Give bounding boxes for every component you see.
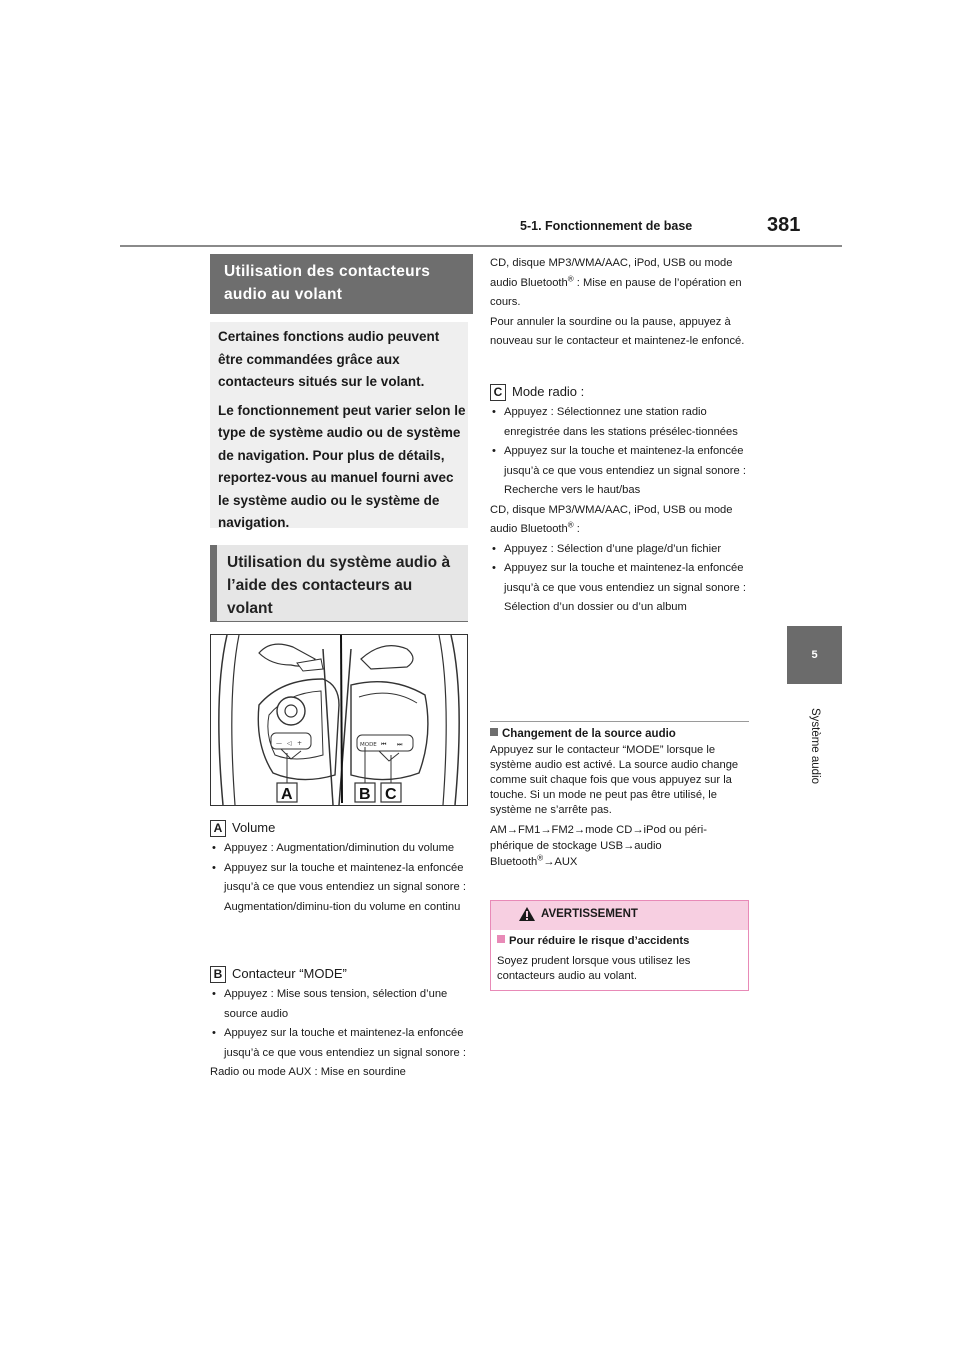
chapter-tab: 5 <box>787 626 842 684</box>
figure-label-c: C <box>385 786 397 803</box>
registered-mark-2: ® <box>567 520 574 530</box>
item-c-bullet-1: • Appuyez : Sélectionnez une station radio enregistrée dans les stations présélec-tionnées <box>490 403 749 442</box>
item-c-para-b: : <box>573 523 580 536</box>
source-change-section <box>490 726 749 870</box>
warning-bullet-icon <box>497 935 505 943</box>
warning-header <box>491 901 748 930</box>
item-b-paragraph: Radio ou mode AUX : Mise en sourdine <box>210 1066 406 1079</box>
item-c-title: Mode radio : <box>512 384 585 399</box>
intro-text <box>218 326 466 541</box>
item-a-bullet-2: • Appuyez sur la touche et maintenez-la enfoncée jusqu’à ce que vous entendiez un signal sonore : Augmentation/diminu-tion du volume en continu <box>210 859 468 918</box>
registered-mark-3: ® <box>537 853 544 863</box>
mode-switch-label: MODE <box>360 742 377 748</box>
intro-paragraph-1: Certaines fonctions audio peuvent être commandées grâce aux contacteurs situés sur le volant. <box>218 329 440 389</box>
source-sequence-b: →AUX <box>543 856 578 868</box>
item-c-letter: C <box>490 384 506 401</box>
registered-mark: ® <box>567 273 574 283</box>
pause-text-b: : Mise en pause de l’opération en cours. <box>490 276 742 308</box>
intro-paragraph-2: Le fonctionnement peut varier selon le type de système audio ou de système de navigation. Pour plus de détails, reportez-vous au manuel fourni avec le système audio ou le système de navigation. <box>218 402 466 530</box>
section-divider <box>490 721 749 722</box>
warning-subtitle: Pour réduire le risque d’accidents <box>509 935 690 947</box>
section-heading-2: Utilisation du système audio à l’aide des contacteurs au volant <box>210 545 468 621</box>
page-number: 381 <box>767 214 801 236</box>
pause-text-a: CD, disque MP3/WMA/AAC, iPod, USB ou mode audio Bluetooth <box>490 257 733 289</box>
section-title: 5-1. Fonctionnement de base <box>520 219 693 233</box>
item-c-para-a: CD, disque MP3/WMA/AAC, iPod, USB ou mode audio Bluetooth <box>490 503 733 536</box>
heading-underline <box>210 621 468 622</box>
warning-body: Soyez prudent lorsque vous utilisez les contacteurs audio au volant. <box>497 954 691 982</box>
svg-text:+: + <box>297 740 303 747</box>
item-b-bullet-1: • Appuyez : Mise sous tension, sélection d’une source audio <box>210 985 468 1024</box>
item-c <box>490 384 749 618</box>
steering-wheel-figure <box>210 634 468 806</box>
item-c-bullet-3: • Appuyez : Sélection d’une plage/d’un fichier <box>490 540 749 560</box>
warning-title: AVERTISSEMENT <box>541 908 638 920</box>
item-b-bullet-2: • Appuyez sur la touche et maintenez-la enfoncée jusqu’à ce que vous entendiez un signal sonore : <box>210 1024 468 1063</box>
figure-label-a: A <box>281 786 293 803</box>
section-heading-1: Utilisation des contacteurs audio au volant <box>210 254 473 314</box>
right-continuation <box>490 254 749 352</box>
svg-text:⏭: ⏭ <box>397 741 403 748</box>
source-change-text: Appuyez sur le contacteur “MODE” lorsque le système audio est activé. La source audio change comme suit chaque fois que vous appuyez sur la touche. Si un mode ne peut pas être utilisé, le système ne s’arrête pas. <box>490 744 739 816</box>
item-c-bullet-4: • Appuyez sur la touche et maintenez-la enfoncée jusqu’à ce que vous entendiez un signal sonore : Sélection d’un dossier ou d’un album <box>490 559 749 618</box>
item-c-bullet-2: • Appuyez sur la touche et maintenez-la enfoncée jusqu’à ce que vous entendiez un signal sonore : Recherche vers le haut/bas <box>490 442 749 501</box>
item-b-title: Contacteur “MODE” <box>232 966 347 981</box>
cancel-mute-text: Pour annuler la sourdine ou la pause, appuyez à nouveau sur le contacteur et maintenez-le enfoncé. <box>490 315 745 347</box>
figure-label-b: B <box>359 786 371 803</box>
svg-text:⏮: ⏮ <box>381 741 387 748</box>
svg-text:◁: ◁ <box>287 740 292 747</box>
steering-wheel-illustration <box>211 635 467 805</box>
header-divider <box>120 245 842 247</box>
warning-box <box>490 900 749 991</box>
svg-text:—: — <box>276 740 282 747</box>
item-a <box>210 820 468 917</box>
item-a-title: Volume <box>232 820 276 835</box>
chapter-label: Système audio <box>809 707 821 785</box>
item-a-letter: A <box>210 820 226 837</box>
warning-triangle-icon <box>518 906 536 922</box>
source-sequence-a: AM→FM1→FM2→mode CD→iPod ou péri-phérique de stockage USB→audio Bluetooth <box>490 824 707 868</box>
source-change-title: Changement de la source audio <box>502 728 676 740</box>
item-b-letter: B <box>210 966 226 983</box>
item-b <box>210 966 468 1083</box>
item-a-bullet-1: • Appuyez : Augmentation/diminution du volume <box>210 839 468 859</box>
square-bullet-icon <box>490 728 498 736</box>
